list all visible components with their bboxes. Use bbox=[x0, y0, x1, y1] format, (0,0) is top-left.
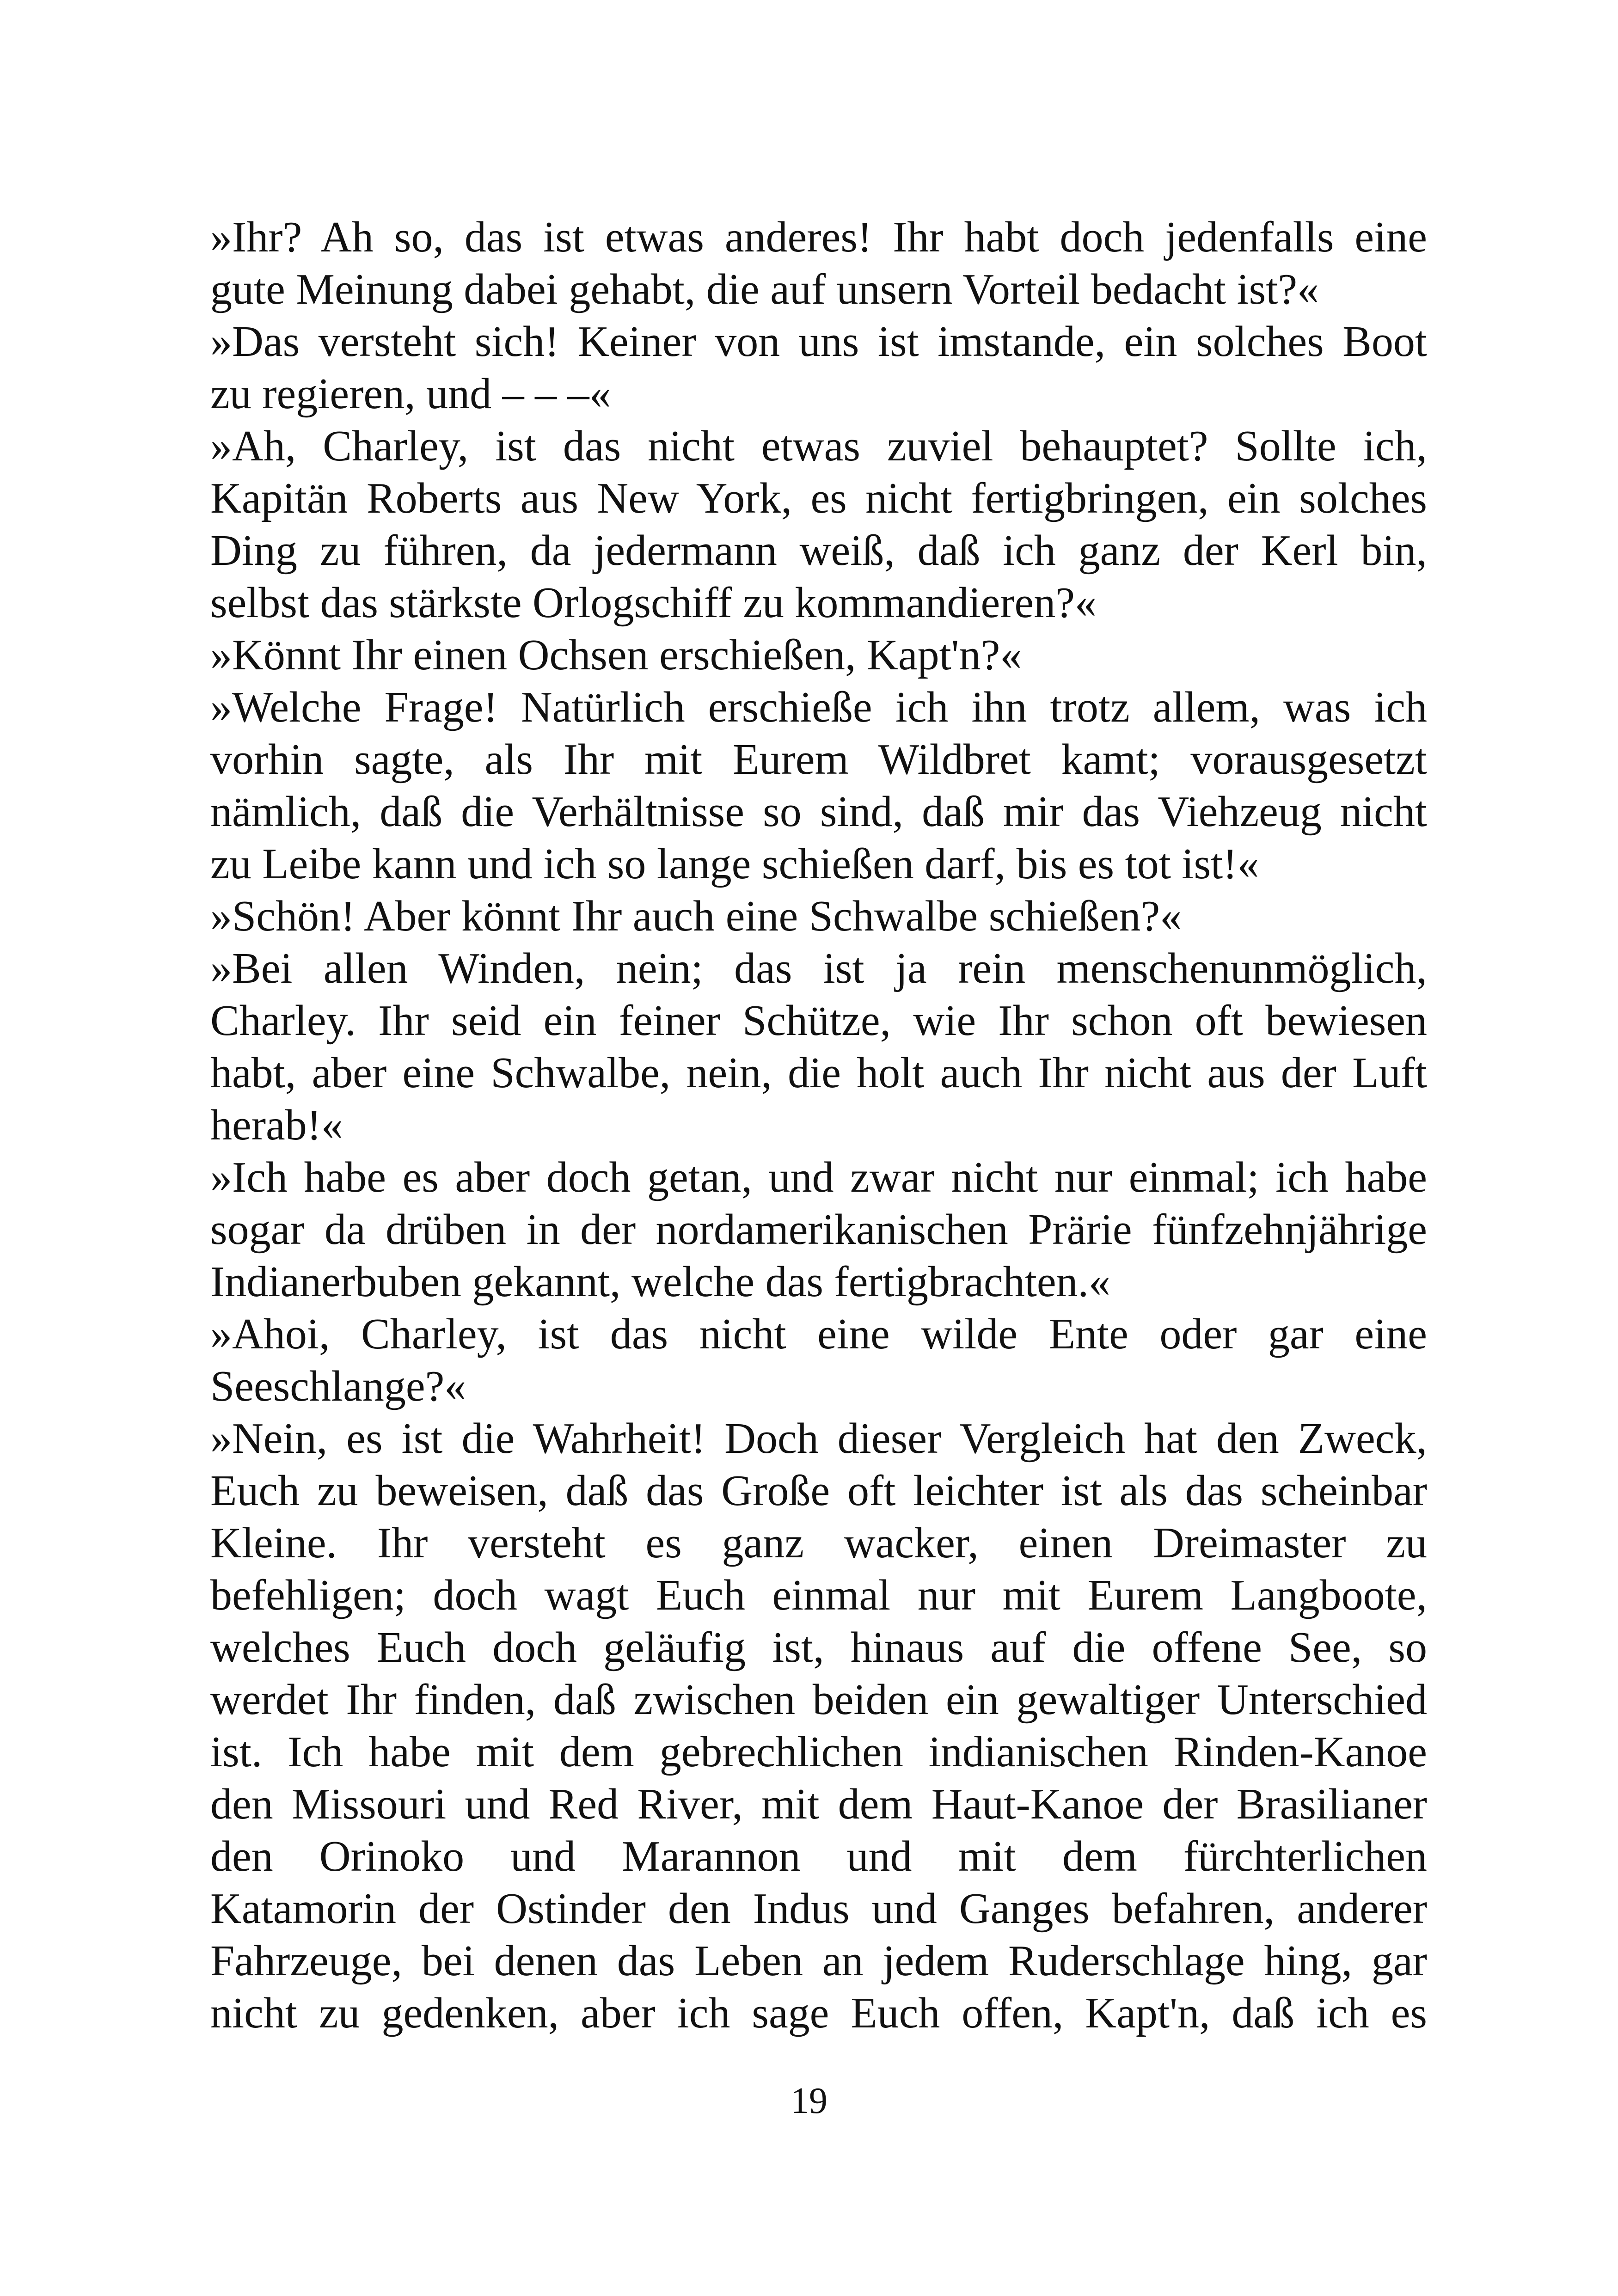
text-line: »Ahoi, Charley, ist das nicht eine wilde Ente oder gar eine bbox=[210, 1310, 1427, 1358]
text-line: zu regieren, und – – –« bbox=[210, 370, 611, 418]
text-line: welches Euch doch geläufig ist, hinaus auf die offene See, so bbox=[210, 1623, 1427, 1671]
text-line: den Orinoko und Marannon und mit dem fürchterlichen bbox=[210, 1832, 1427, 1880]
text-line: den Missouri und Red River, mit dem Haut-Kanoe der Brasilianer bbox=[210, 1780, 1427, 1828]
text-line: Seeschlange?« bbox=[210, 1362, 466, 1410]
text-line: Fahrzeuge, bei denen das Leben an jedem Ruderschlage hing, gar bbox=[210, 1937, 1427, 1985]
text-line: »Bei allen Winden, nein; das ist ja rein menschenunmöglich, bbox=[210, 944, 1427, 992]
text-line: habt, aber eine Schwalbe, nein, die holt auch Ihr nicht aus der Luft bbox=[210, 1049, 1427, 1097]
text-line: selbst das stärkste Orlogschiff zu kommandieren?« bbox=[210, 579, 1097, 627]
text-line: gute Meinung dabei gehabt, die auf unsern Vorteil bedacht ist?« bbox=[210, 265, 1319, 313]
text-line: »Schön! Aber könnt Ihr auch eine Schwalbe schießen?« bbox=[210, 892, 1182, 940]
text-line: Ding zu führen, da jedermann weiß, daß ich ganz der Kerl bin, bbox=[210, 527, 1427, 575]
text-line: nicht zu gedenken, aber ich sage Euch offen, Kapt'n, daß ich es bbox=[210, 1989, 1427, 2037]
text-line: zu Leibe kann und ich so lange schießen darf, bis es tot ist!« bbox=[210, 840, 1259, 888]
text-line: nämlich, daß die Verhältnisse so sind, daß mir das Viehzeug nicht bbox=[210, 788, 1427, 836]
text-line: Kleine. Ihr versteht es ganz wacker, einen Dreimaster zu bbox=[210, 1519, 1427, 1567]
text-line: Katamorin der Ostinder den Indus und Ganges befahren, anderer bbox=[210, 1885, 1427, 1933]
text-line: »Das versteht sich! Keiner von uns ist imstande, ein solches Boot bbox=[210, 318, 1427, 366]
body-text bbox=[210, 211, 1427, 2039]
text-line: Charley. Ihr seid ein feiner Schütze, wie Ihr schon oft bewiesen bbox=[210, 997, 1427, 1045]
text-line: Indianerbuben gekannt, welche das fertigbrachten.« bbox=[210, 1258, 1111, 1306]
text-line: Kapitän Roberts aus New York, es nicht fertigbringen, ein solches bbox=[210, 474, 1427, 522]
text-line: »Ich habe es aber doch getan, und zwar nicht nur einmal; ich habe bbox=[210, 1153, 1427, 1201]
text-line: werdet Ihr finden, daß zwischen beiden ein gewaltiger Unterschied bbox=[210, 1676, 1427, 1724]
text-line: herab!« bbox=[210, 1101, 343, 1149]
text-line: »Ah, Charley, ist das nicht etwas zuviel behauptet? Sollte ich, bbox=[210, 422, 1427, 470]
text-line: Euch zu beweisen, daß das Große oft leichter ist als das scheinbar bbox=[210, 1467, 1427, 1515]
text-line: »Nein, es ist die Wahrheit! Doch dieser Vergleich hat den Zweck, bbox=[210, 1414, 1427, 1463]
page-number: 19 bbox=[791, 2081, 827, 2121]
text-line: »Könnt Ihr einen Ochsen erschießen, Kapt'n?« bbox=[210, 631, 1022, 679]
text-line: befehligen; doch wagt Euch einmal nur mit Eurem Langboote, bbox=[210, 1571, 1427, 1619]
text-line: ist. Ich habe mit dem gebrechlichen indianischen Rinden-Kanoe bbox=[210, 1728, 1427, 1776]
text-line: »Ihr? Ah so, das ist etwas anderes! Ihr habt doch jedenfalls eine bbox=[210, 213, 1427, 261]
text-line: sogar da drüben in der nordamerikanischen Prärie fünfzehnjährige bbox=[210, 1206, 1427, 1254]
text-line: »Welche Frage! Natürlich erschieße ich ihn trotz allem, was ich bbox=[210, 683, 1427, 731]
text-line: vorhin sagte, als Ihr mit Eurem Wildbret kamt; vorausgesetzt bbox=[210, 735, 1427, 784]
